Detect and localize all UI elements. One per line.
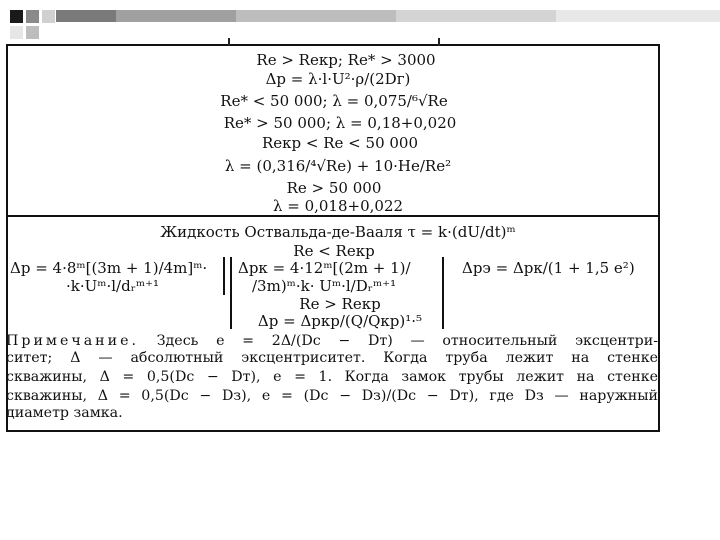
- decor-square: [10, 26, 23, 39]
- formula-line: /3m)ᵐ·k· Uᵐ·l/Dᵣᵐ⁺¹: [252, 277, 397, 295]
- formula-line: Δpк = 4·12ᵐ[(2m + 1)/: [238, 259, 411, 277]
- column-rule: [223, 257, 225, 295]
- formula-line: Re < Reкр: [293, 242, 375, 260]
- formula-line: Re > Reкр; Re* > 3000: [256, 51, 436, 69]
- column-rule: [442, 257, 444, 329]
- formula-line: Re > 50 000: [286, 179, 382, 197]
- column-rule: [230, 257, 232, 329]
- table-right-rule: [658, 44, 660, 432]
- formula-line: Re* < 50 000; λ = 0,075/⁶√Re: [220, 92, 448, 110]
- formula-line: Re > Reкр: [299, 295, 381, 313]
- note-line: скважины, Δ = 0,5(Dс − Dз), e = (Dс − Dз)/(Dс − Dт), где Dз — наружный: [6, 388, 658, 404]
- formula-line: Δp = λ·l·U²·ρ/(2Dг): [265, 70, 411, 88]
- note-line: [6, 334, 658, 348]
- formula-line: Reкр < Re < 50 000: [261, 134, 419, 152]
- note-text: Здесь e = 2Δ/(Dс − Dт) — относительный эксцентри-: [156, 333, 658, 349]
- formula-line: ·k·Uᵐ·l/dᵣᵐ⁺¹: [66, 277, 160, 295]
- tick-mark: [438, 38, 440, 46]
- note-line: скважины, Δ = 0,5(Dс − Dт), e = 1. Когда замок трубы лежит на стенке: [6, 369, 658, 385]
- tick-mark: [228, 38, 230, 46]
- decor-square: [10, 10, 23, 23]
- table-divider: [6, 215, 660, 217]
- decor-square: [42, 10, 55, 23]
- note-line: ситет; Δ — абсолютный эксцентриситет. Когда труба лежит на стенке: [6, 350, 658, 366]
- scanned-formula-table: [6, 44, 660, 432]
- table-bottom-rule: [6, 430, 660, 432]
- decor-square: [26, 26, 39, 39]
- formula-line: Re* > 50 000; λ = 0,18+0,020: [223, 114, 457, 132]
- note-label: Примечание.: [6, 333, 139, 349]
- formula-line: Δp = 4·8ᵐ[(3m + 1)/4m]ᵐ·: [10, 259, 208, 277]
- formula-line: λ = (0,316/⁴√Re) + 10·He/Re²: [224, 157, 452, 175]
- table-top-rule: [6, 44, 660, 46]
- formula-line: λ = 0,018+0,022: [272, 197, 404, 215]
- note-line: диаметр замка.: [6, 405, 123, 421]
- formula-line: Δp = Δpкр/(Q/Qкр)¹·⁵: [257, 312, 423, 330]
- decorative-gradient-bar: [56, 10, 720, 22]
- decor-square: [26, 10, 39, 23]
- fluid-model-title: Жидкость Оствальда-де-Вааля τ = k·(dU/dt)ᵐ: [160, 223, 516, 241]
- formula-line: Δpэ = Δpк/(1 + 1,5 e²): [462, 259, 635, 277]
